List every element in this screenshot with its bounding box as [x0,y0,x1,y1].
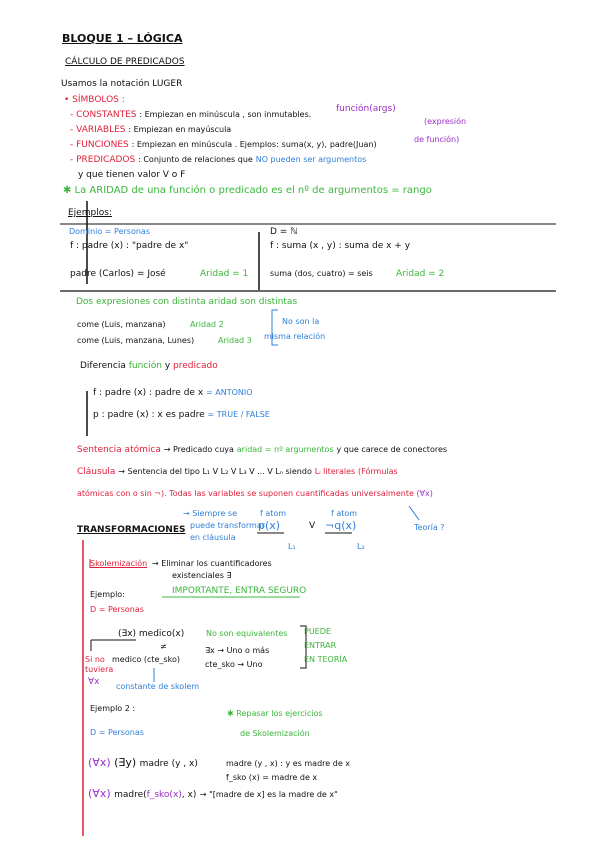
puede-2: ENTRAR [304,641,337,650]
sentencia-b: → Predicado cuya [163,445,234,454]
left-aridad: Aridad = 1 [200,269,249,279]
dif-f-text: f : padre (x) : padre de x [93,388,204,398]
siempre-2: puede transformar [190,521,266,530]
ejemplo1-heading: Ejemplo: [90,590,125,599]
come-1-aridad: Aridad 2 [190,320,224,329]
left-example: padre (Carlos) = José [70,269,166,279]
dif-p-text: p : padre (x) : x es padre [93,410,205,420]
repasar-label: ✱ Repasar los ejercicios [227,709,323,718]
ejemplo1-line1: (∃x) medico(x) [118,629,185,639]
no-son-label: No son la [282,317,320,326]
dif-p-value: = TRUE / FALSE [207,410,270,419]
clausula-line2 [77,490,433,498]
come-2-aridad: Aridad 3 [218,336,252,345]
clausula2-b: cuantificadas universalmente [295,489,414,498]
sentencia-line [77,446,447,455]
no-equivalentes: No son equivalentes [206,629,288,638]
ejemplo1-dominio: D = Personas [90,605,144,614]
ej2-line2-madre: madre( [114,790,147,800]
diferencia-a: Diferencia [80,361,126,371]
funciones-label: - FUNCIONES [70,140,129,150]
px-formula: p(x) [258,519,281,532]
importante-label: IMPORTANTE, ENTRA SEGURO [172,586,307,596]
ejemplo1-line2: medico (cte_sko) [112,655,180,664]
clausula-d: (Fórmulas [358,467,398,476]
right-f: f : suma (x , y) : suma de x + y [270,241,411,251]
intro-text: Usamos la notación LUGER [61,79,183,89]
diferencia-line [80,362,218,371]
skolem-desc-1: → Eliminar los cuantificadores [152,559,272,568]
cte-uno: cte_sko → Uno [205,660,263,669]
aridad-note: ✱ La ARIDAD de una función o predicado es el nº de argumentos = rango [63,185,432,196]
dif-p [93,411,270,420]
clausula-b: → Sentencia del tipo L₁ V L₂ V L₃ V ... V Lₙ siendo [118,467,312,476]
funciones-desc: : Empiezan en minúscula . Ejemplos: [131,140,279,149]
sentencia-a: Sentencia atómica [77,445,161,455]
clausula-line [77,468,398,477]
funcion-args: función(args) [336,104,396,114]
si-no: Si no [85,655,105,664]
dif-f [93,389,253,398]
expresion-label: (expresión [424,117,467,126]
forall-x: ∀x [88,677,100,687]
funciones-line [70,141,377,150]
ejemplo2-line2 [88,788,338,800]
puede-1: PUEDE [304,627,331,636]
ejemplos-heading: Ejemplos: [68,208,112,218]
ej2-line2-meaning: → "[madre de x] es la madre de x" [199,790,338,799]
diferencia-b: función [128,361,162,371]
misma-relacion: misma relación [264,332,326,341]
variables-desc: : Empiezan en mayúscula [128,125,232,134]
l1-label: L₁ [288,542,296,551]
puede-3: EN TEORÍA [304,655,348,664]
dos-expresiones: Dos expresiones con distinta aridad son distintas [76,297,298,307]
teoria-label: Teoría ? [414,523,445,532]
skolem-desc-2: existenciales ∃ [172,571,232,580]
dif-f-value: = ANTONIO [206,388,253,397]
left-f: f : padre (x) : "padre de x" [70,241,189,251]
ej2-def1: madre (y , x) : y es madre de x [226,759,351,768]
ej2-line2-x: , x) [181,790,197,800]
constante-skolem: constante de skolem [116,682,200,691]
siempre-1: → Siempre se [183,509,238,518]
sentencia-c: aridad = nº argumentos [236,445,334,454]
right-example: suma (dos, cuatro) = seis [270,269,373,278]
predicados-line2: y que tienen valor V o F [78,170,186,180]
page-title: BLOQUE 1 – LÓGICA [62,32,183,45]
clausula2-c: (∀x) [416,489,433,498]
clausula2-a: atómicas con o sin ¬). Todas las variables se suponen [77,489,294,498]
nqx-formula: ¬q(x) [325,519,357,532]
ej2-def2: f_sko (x) = madre de x [226,773,318,782]
predicados-desc: : Conjunto de relaciones que [138,155,253,164]
right-aridad: Aridad = 2 [396,269,445,279]
constantes-line [70,111,311,120]
symbols-heading: • SÍMBOLOS : [64,95,125,105]
transformaciones-heading: TRANSFORMACIONES [77,525,186,535]
funciones-ex2: padre(Juan) [329,140,377,149]
ejemplo2-line1 [88,757,198,769]
de-funcion-label: de función) [414,135,460,144]
left-dominio: Dominio = Personas [69,227,150,236]
ej2-line2-fsko: f_sko(x) [146,790,182,800]
right-dominio: D = ℕ [270,227,298,237]
ejemplo2-heading: Ejemplo 2 : [90,704,136,713]
clausula-c: Lᵢ literales [314,467,356,476]
predicados-neg: NO pueden ser argumentos [255,155,367,164]
predicados-line [70,156,366,165]
ejemplo2-dominio: D = Personas [90,728,144,737]
sentencia-d: y que carece de conectores [336,445,448,454]
de-skolemizacion: de Skolemización [240,729,310,738]
ej2-forall: (∀x) [88,756,111,769]
predicados-label: - PREDICADOS [70,155,136,165]
neq-symbol: ≠ [160,642,167,651]
ej2-exists: (∃y) [114,756,137,769]
l2-label: L₂ [357,542,365,551]
page-subtitle: CÁLCULO DE PREDICADOS [65,57,185,67]
skolem-label: Skolemización [90,559,148,568]
variables-line [70,126,231,135]
diferencia-d: predicado [173,361,218,371]
constantes-desc: : Empiezan en minúscula , son inmutables. [139,110,312,119]
ej2-madre: madre (y , x) [139,759,198,769]
exists-uno: ∃x → Uno o más [205,646,270,655]
variables-label: - VARIABLES [70,125,126,135]
clausula-a: Cláusula [77,467,116,477]
tuviera: tuviera [85,665,114,674]
ej2-line2-forall: (∀x) [88,787,111,800]
come-2: come (Luis, manzana, Lunes) [77,336,195,345]
or-symbol: V [309,521,316,531]
f-atom-1: f atom [260,509,287,518]
constantes-label: - CONSTANTES [70,110,137,120]
siempre-3: en cláusula [190,533,236,542]
diferencia-c: y [164,361,171,371]
f-atom-2: f atom [331,509,358,518]
come-1: come (Luis, manzana) [77,320,166,329]
funciones-ex1: suma(x, y), [281,140,327,149]
